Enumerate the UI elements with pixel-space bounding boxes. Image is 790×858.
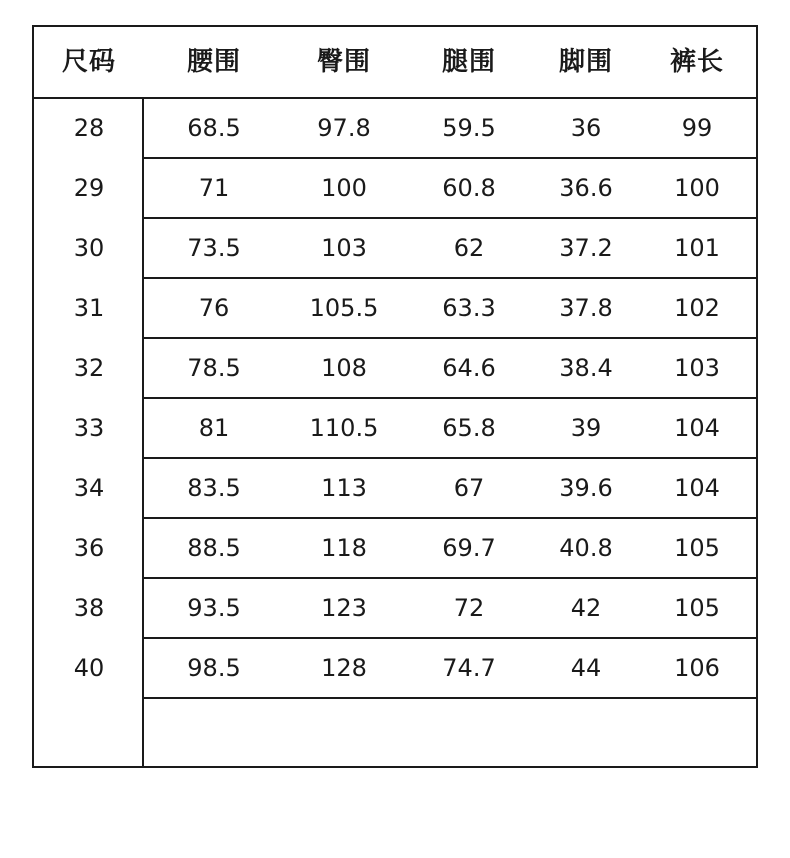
measurement-cell: 97.8 <box>317 114 371 142</box>
measurement-cell: 37.8 <box>559 294 613 322</box>
measurement-cell: 93.5 <box>187 594 241 622</box>
measurement-cell: 100 <box>321 174 367 202</box>
measurement-cell: 68.5 <box>187 114 241 142</box>
measurement-cell: 39.6 <box>559 474 613 502</box>
measurement-cell: 65.8 <box>442 414 496 442</box>
size-cell: 32 <box>73 354 105 382</box>
table-row <box>34 279 756 339</box>
measurement-cell: 59.5 <box>442 114 496 142</box>
header-thigh: 腿围 <box>441 47 496 77</box>
measurement-cell: 110.5 <box>309 414 379 442</box>
measurement-cell: 62 <box>453 234 485 262</box>
table-row <box>34 459 756 519</box>
table-row <box>34 339 756 399</box>
table-header-row <box>34 27 756 99</box>
size-cell: 34 <box>73 474 105 502</box>
measurement-cell: 128 <box>321 654 367 682</box>
measurement-cell: 104 <box>674 414 720 442</box>
size-cell: 30 <box>73 234 105 262</box>
measurement-cell: 76 <box>198 294 230 322</box>
measurement-cell: 40.8 <box>559 534 613 562</box>
measurement-cell: 37.2 <box>559 234 613 262</box>
measurement-cell: 44 <box>570 654 602 682</box>
measurement-cell: 104 <box>674 474 720 502</box>
table-row <box>34 219 756 279</box>
measurement-cell: 36.6 <box>559 174 613 202</box>
measurement-cell: 83.5 <box>187 474 241 502</box>
header-leg-opening: 脚围 <box>558 47 613 77</box>
measurement-cell: 72 <box>453 594 485 622</box>
header-size: 尺码 <box>61 47 116 77</box>
table-row-empty <box>34 699 756 759</box>
measurement-cell: 42 <box>570 594 602 622</box>
size-cell: 31 <box>73 294 105 322</box>
header-length: 裤长 <box>669 47 724 77</box>
measurement-cell: 106 <box>674 654 720 682</box>
measurement-cell: 88.5 <box>187 534 241 562</box>
measurement-cell: 73.5 <box>187 234 241 262</box>
measurement-cell: 105.5 <box>309 294 379 322</box>
measurement-cell: 105 <box>674 534 720 562</box>
table-row <box>34 99 756 159</box>
table-row <box>34 579 756 639</box>
measurement-cell: 99 <box>681 114 713 142</box>
measurement-cell: 113 <box>321 474 367 502</box>
measurement-cell: 74.7 <box>442 654 496 682</box>
size-cell: 38 <box>73 594 105 622</box>
size-cell: 29 <box>73 174 105 202</box>
size-cell: 40 <box>73 654 105 682</box>
measurement-cell: 64.6 <box>442 354 496 382</box>
measurement-cell: 60.8 <box>442 174 496 202</box>
measurement-cell: 103 <box>321 234 367 262</box>
measurement-cell: 63.3 <box>442 294 496 322</box>
measurement-cell: 98.5 <box>187 654 241 682</box>
measurement-cell: 78.5 <box>187 354 241 382</box>
header-hip: 臀围 <box>316 47 371 77</box>
measurement-cell: 100 <box>674 174 720 202</box>
measurement-cell: 108 <box>321 354 367 382</box>
table-row <box>34 159 756 219</box>
size-cell: 36 <box>73 534 105 562</box>
measurement-cell: 118 <box>321 534 367 562</box>
measurement-cell: 105 <box>674 594 720 622</box>
table-row <box>34 639 756 699</box>
measurement-cell: 123 <box>321 594 367 622</box>
measurement-cell: 102 <box>674 294 720 322</box>
measurement-cell: 81 <box>198 414 230 442</box>
measurement-cell: 101 <box>674 234 720 262</box>
measurement-cell: 38.4 <box>559 354 613 382</box>
measurement-cell: 67 <box>453 474 485 502</box>
measurement-cell: 103 <box>674 354 720 382</box>
size-cell: 28 <box>73 114 105 142</box>
measurement-cell: 36 <box>570 114 602 142</box>
measurement-cell: 71 <box>198 174 230 202</box>
measurement-cell: 39 <box>570 414 602 442</box>
table-row <box>34 519 756 579</box>
size-cell: 33 <box>73 414 105 442</box>
header-waist: 腰围 <box>186 47 241 77</box>
size-chart-table <box>32 25 758 768</box>
table-row <box>34 399 756 459</box>
measurement-cell: 69.7 <box>442 534 496 562</box>
